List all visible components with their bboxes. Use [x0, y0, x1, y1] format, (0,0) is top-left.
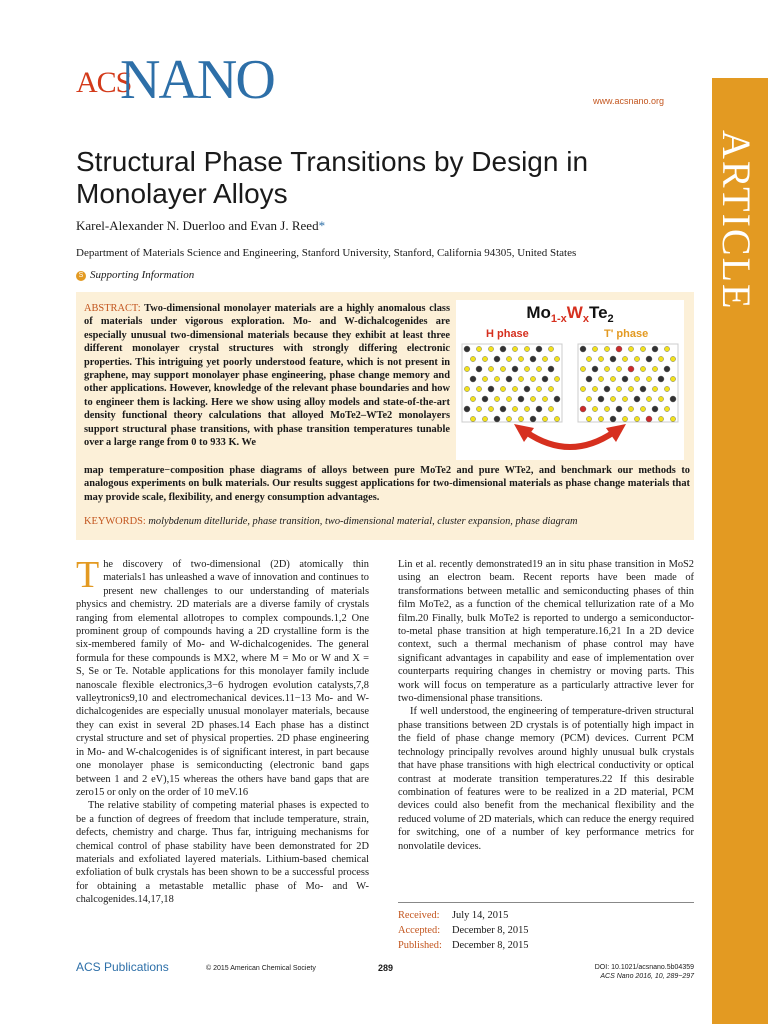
lattice-atom: [592, 366, 598, 372]
lattice-atom: [530, 396, 535, 401]
h-phase-lattice: [462, 344, 562, 422]
lattice-atom: [610, 376, 615, 381]
lattice-atom: [464, 386, 469, 391]
lattice-atom: [482, 356, 487, 361]
lattice-atom: [670, 356, 675, 361]
lattice-atom: [494, 396, 499, 401]
paragraph-lin: Lin et al. recently demonstrated19 an in situ phase transition in MoS2 using an electron beam. Recent reports have been made of transformations between metallic and semiconducting phases of thin film MoTe2, as a function of the chemical tellurization rate of a Mo film.20 Finally, bulk MoTe2 is reported to undergo a semiconductor-to-metal phase transition at high temperature.16,21 In a 2D device context, such a thermal mechanism of phase control may have significant advantages in capability and ease of implementation over counterparts requiring changes in chemistry or moving parts. This work will focus on temperature as a particularly attractive lever for two-dimensional phase transitions.: [398, 559, 694, 705]
keywords-label: KEYWORDS:: [84, 516, 146, 527]
lattice-atom: [598, 356, 603, 361]
lattice-atom: [548, 366, 554, 372]
lattice-atom: [640, 406, 645, 411]
affiliation: Department of Materials Science and Engineering, Stanford University, Stanford, California 94305, United States: [76, 247, 577, 259]
dropcap: T: [76, 554, 100, 596]
paragraph-pcm: If well understood, the engineering of temperature-driven structural phase transitions between 2D crystals is of potentially high impact in the field of phase change memory (PCM) devices. Current PCM technology principally revolves around highly unusual bulk crystals that have phase transitions with high electrical conductivity or optical contrast at moderate transition temperatures.22 If this desirable combination of features were to be realized in a 2D material, PCM devices could also benefit from the mechanical flexibility and the reduced volume of 2D materials, which can reduce the energy required for switching, one of a number of key performance metrics for nonvolatile devices.: [398, 706, 694, 852]
lattice-atom: [524, 346, 529, 351]
lattice-atom: [658, 376, 664, 382]
lattice-atom: [652, 386, 657, 391]
lattice-atom: [494, 416, 500, 422]
keywords: [84, 515, 690, 528]
lattice-atom: [488, 386, 494, 392]
lattice-atom: [512, 406, 517, 411]
lattice-atom: [616, 406, 622, 412]
lattice-atom: [610, 396, 615, 401]
lattice-atom: [640, 386, 646, 392]
journal-logo-acs: ACS: [76, 66, 132, 99]
lattice-atom: [658, 416, 663, 421]
figure-formula: $Mo_{1-x}W_xTe_2$: [526, 303, 614, 325]
author-names: Karel-Alexander N. Duerloo and Evan J. Reed: [76, 218, 319, 233]
journal-logo-nano: NANO: [120, 49, 274, 111]
lattice-atom: [512, 346, 517, 351]
published-date: December 8, 2015: [452, 940, 529, 951]
lattice-atom: [500, 386, 505, 391]
lattice-atom: [548, 386, 553, 391]
lattice-atom: [554, 356, 559, 361]
lattice-atom: [670, 376, 675, 381]
lattice-atom: [664, 346, 669, 351]
lattice-atom: [470, 396, 475, 401]
lattice-atom: [634, 416, 639, 421]
lattice-atom: [640, 346, 645, 351]
lattice-atom: [616, 366, 621, 371]
doi[interactable]: DOI: 10.1021/acsnano.5b04359: [594, 964, 694, 971]
lattice-atom: [494, 376, 499, 381]
lattice-atom: [536, 406, 542, 412]
lattice-atom: [604, 346, 609, 351]
body-column-left: [76, 554, 369, 907]
article-authors: [76, 218, 325, 234]
lattice-atom: [548, 406, 553, 411]
t-phase-label: T' phase: [604, 328, 649, 340]
lattice-atom: [488, 406, 493, 411]
accepted-date: December 8, 2015: [452, 925, 529, 936]
lattice-atom: [488, 346, 493, 351]
page-number: 289: [378, 963, 394, 973]
phase-figure-svg: [456, 300, 684, 460]
article-dates: [398, 908, 528, 953]
abstract-figure: [456, 300, 684, 460]
lattice-atom: [646, 376, 651, 381]
lattice-atom: [658, 396, 663, 401]
lattice-atom: [616, 386, 621, 391]
received-label: Received:: [398, 910, 440, 921]
lattice-atom: [622, 356, 627, 361]
lattice-atom: [470, 376, 476, 382]
supporting-info-link[interactable]: Supporting Information: [90, 269, 195, 281]
abstract-label: ABSTRACT:: [84, 303, 141, 314]
h-phase-label: H phase: [486, 328, 529, 340]
lattice-atom: [470, 416, 475, 421]
lattice-atom: [634, 356, 639, 361]
abstract-body-1: Two-dimensional monolayer materials are a highly anomalous class of materials under vigorous exploration. Mo- and W-dichalcogenides are especially unusual two-dimensional materials because they exhibit at least three different monolayer crystal structures with strongly differing electronic properties. This intriguing yet poorly understood feature, which is not present in graphene, may support monolayer phase engineering, phase change memory and other applications. However, knowledge of the relevant phase boundaries and how to engineer them is lacking. Here we show using alloy models and state-of-the-art density functional theory calculations that alloyed MoTe2–WTe2 monolayers support structural phase transitions, with phase transition temperatures tunable over a large range from 0 to 933 K. We: [84, 303, 450, 449]
lattice-atom: [518, 376, 523, 381]
lattice-atom: [604, 366, 609, 371]
lattice-atom: [542, 396, 547, 401]
body-column-right: [398, 558, 694, 853]
lattice-atom: [536, 386, 541, 391]
lattice-atom: [598, 416, 603, 421]
lattice-atom: [622, 376, 628, 382]
lattice-atom: [586, 376, 592, 382]
published-label: Published:: [398, 940, 442, 951]
lattice-atom: [512, 386, 517, 391]
lattice-atom: [536, 346, 542, 352]
lattice-atom: [476, 366, 482, 372]
lattice-atom: [628, 366, 634, 372]
lattice-atom: [518, 416, 523, 421]
lattice-atom: [664, 386, 669, 391]
lattice-atom: [470, 356, 475, 361]
lattice-atom: [634, 396, 640, 402]
lattice-atom: [530, 416, 536, 422]
journal-url[interactable]: www.acsnano.org: [592, 96, 664, 106]
lattice-atom: [554, 416, 559, 421]
lattice-atom: [592, 406, 597, 411]
lattice-atom: [610, 416, 616, 422]
lattice-atom: [586, 356, 591, 361]
lattice-atom: [634, 376, 639, 381]
supporting-info-icon: S: [76, 271, 86, 281]
lattice-atom: [652, 406, 658, 412]
lattice-atom: [592, 386, 597, 391]
lattice-atom: [482, 396, 488, 402]
lattice-atom: [500, 366, 505, 371]
lattice-atom: [628, 346, 633, 351]
lattice-atom: [622, 396, 627, 401]
lattice-atom: [512, 366, 518, 372]
lattice-atom: [664, 406, 669, 411]
keywords-list: molybdenum ditelluride, phase transition, two-dimensional material, cluster expansion, phase diagram: [148, 516, 578, 527]
lattice-atom: [604, 386, 610, 392]
lattice-atom: [464, 366, 469, 371]
lattice-atom: [586, 396, 591, 401]
lattice-atom: [646, 396, 651, 401]
lattice-atom: [476, 386, 481, 391]
lattice-atom: [506, 416, 511, 421]
article-title: Structural Phase Transitions by Design in Monolayer Alloys: [76, 146, 589, 209]
lattice-atom: [542, 376, 548, 382]
lattice-atom: [482, 416, 487, 421]
lattice-atom: [524, 406, 529, 411]
lattice-atom: [518, 396, 524, 402]
paragraph-intro: he discovery of two-dimensional (2D) atomically thin materials1 has unleashed a wave of innovation and continues to present new challenges to our understanding of materials physics and chemistry. 2D materials are a diverse family of crystals ranging from elemental allotropes to complex compounds.1,2 One prominent group of compounds having a 2D crystalline form is the six-membered family of Mo- and W-dichalcogenides. The general formula for these compounds is MX2, where M = Mo or W and X = S, Se or Te. Notable applications for this monolayer family include nanoscale flexible electronics,3−6 hydrogen evolution catalysts,7,8 valleytronics9,10 and electromechanical devices.11−13 Mo- and W-dichalcogenides are especially unusual monolayer materials, because they can exist in several 2D phases.14 Each phase has a distinct crystal structure and set of physical properties. 2D phase engineering in Mo- and W-chalcogenides is of significant interest, in part because one monolayer phase is semiconducting (electronic band gaps between 1 and 2 eV),15 whereas the others have band gaps that are zero15 or only on the order of 10 meV.16: [76, 559, 369, 798]
lattice-atom: [598, 396, 604, 402]
lattice-atom: [530, 376, 535, 381]
lattice-atom: [622, 416, 627, 421]
lattice-atom: [580, 386, 585, 391]
lattice-atom: [592, 346, 597, 351]
corresponding-author-mark[interactable]: *: [318, 218, 326, 233]
lattice-atom: [524, 386, 530, 392]
abstract-text: [84, 302, 450, 449]
lattice-atom: [664, 366, 670, 372]
lattice-atom: [524, 366, 529, 371]
lattice-atom: [488, 366, 493, 371]
lattice-atom: [616, 346, 622, 352]
lattice-atom: [536, 366, 541, 371]
accepted-label: Accepted:: [398, 925, 441, 936]
lattice-atom: [554, 396, 560, 402]
lattice-atom: [506, 396, 511, 401]
lattice-atom: [652, 346, 658, 352]
lattice-atom: [542, 416, 547, 421]
received-date: July 14, 2015: [452, 910, 509, 921]
doi-citation: [580, 963, 694, 981]
lattice-atom: [646, 356, 652, 362]
copyright: © 2015 American Chemical Society: [206, 965, 316, 972]
lattice-atom: [628, 406, 633, 411]
lattice-atom: [580, 366, 585, 371]
lattice-atom: [646, 416, 652, 422]
lattice-atom: [506, 376, 512, 382]
lattice-atom: [580, 406, 586, 412]
lattice-atom: [500, 346, 506, 352]
lattice-atom: [610, 356, 616, 362]
lattice-atom: [476, 406, 481, 411]
lattice-atom: [530, 356, 536, 362]
lattice-atom: [652, 366, 657, 371]
lattice-atom: [580, 346, 586, 352]
lattice-atom: [494, 356, 500, 362]
lattice-atom: [518, 356, 523, 361]
t-phase-lattice: [578, 344, 678, 422]
paragraph-stability: The relative stability of competing material phases is expected to be a function of degrees of freedom that include temperature, strain, defects, chemistry and charge. Thus far, intriguing mechanisms for chemical control of phase stability have been demonstrated for 2D materials and exfoliated layered materials. Lithium-based chemical exfoliation of bulk crystals has been shown to be a successful process for obtaining a metastable metallic phase of Mo- and W-chalcogenides.14,17,18: [76, 800, 369, 906]
lattice-atom: [464, 346, 470, 352]
lattice-atom: [542, 356, 547, 361]
lattice-atom: [506, 356, 511, 361]
article-band-label: ARTICLE: [714, 130, 759, 311]
acs-publications-logo[interactable]: ACS Publications: [76, 960, 169, 974]
dates-divider: [398, 902, 694, 903]
lattice-atom: [598, 376, 603, 381]
lattice-atom: [640, 366, 645, 371]
citation: ACS Nano 2016, 10, 289−297: [600, 973, 694, 980]
lattice-atom: [548, 346, 553, 351]
lattice-atom: [482, 376, 487, 381]
lattice-atom: [604, 406, 609, 411]
lattice-atom: [464, 406, 470, 412]
lattice-atom: [658, 356, 663, 361]
lattice-atom: [670, 416, 675, 421]
lattice-atom: [500, 406, 506, 412]
lattice-atom: [628, 386, 633, 391]
lattice-atom: [476, 346, 481, 351]
lattice-atom: [586, 416, 591, 421]
lattice-atom: [670, 396, 676, 402]
abstract-text-continued: map temperature−composition phase diagrams of alloys between pure MoTe2 and pure WTe2, and benchmark our methods to analogous experiments on bulk materials. Our results suggest applications for two-dimensional materials as phase change materials that may provide scale, flexibility, and energy consumption advantages.: [84, 465, 690, 503]
lattice-atom: [554, 376, 559, 381]
